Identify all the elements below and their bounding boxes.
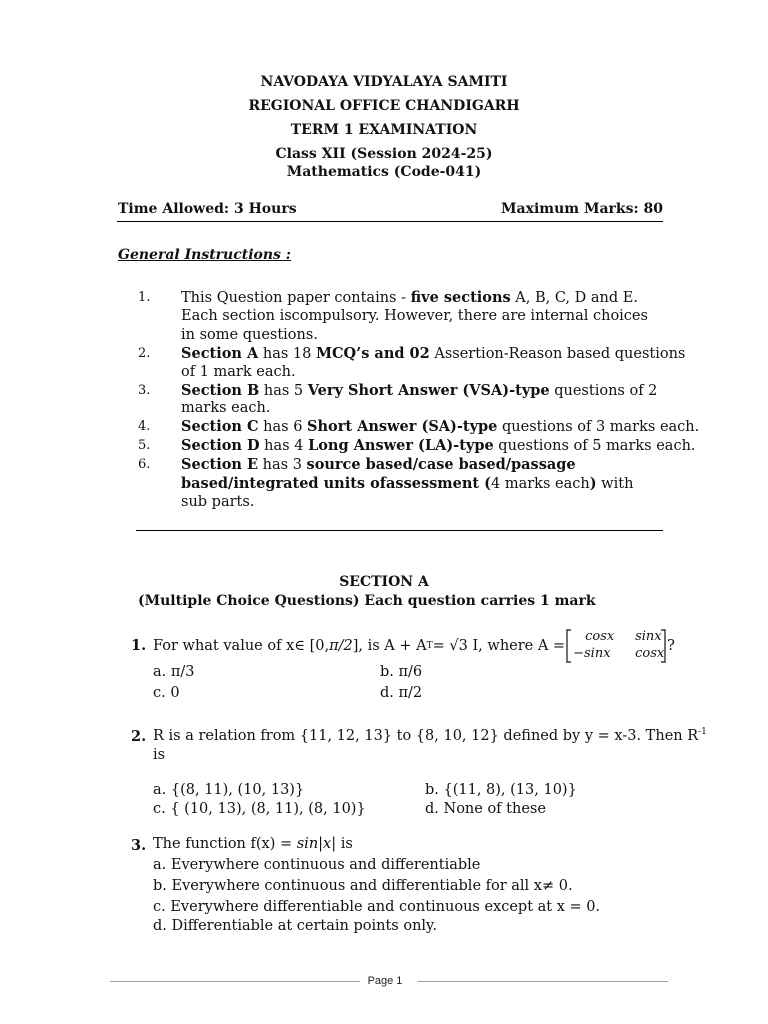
option-d[interactable]: d. None of these [425,801,546,817]
instruction-line: Section D has 4 Long Answer (LA)-type questions of 5 marks each. [181,437,696,454]
header-subject: Mathematics (Code-041) [286,164,482,180]
instruction-number: 2. [138,346,151,361]
option-d[interactable]: d. π/2 [380,685,423,701]
footer-rule-right [418,981,668,982]
option-a[interactable]: a. Everywhere continuous and differentiable [153,857,481,873]
option-a[interactable]: a. {(8, 11), (10, 13)} [153,782,305,798]
instruction-line: Section E has 3 source based/case based/passage [181,456,576,473]
question-number: 3. [131,837,147,854]
instruction-line: Section B has 5 Very Short Answer (VSA)-type questions of 2 [181,382,658,399]
matrix-a [565,628,667,664]
header-office: REGIONAL OFFICE CHANDIGARH [248,98,520,114]
instructions-rule [136,530,663,531]
section-subtitle: (Multiple Choice Questions) Each question carries 1 mark [138,593,596,609]
instruction-number: 1. [138,290,151,305]
instruction-line: sub parts. [181,494,255,510]
instruction-number: 5. [138,438,151,453]
question-text: For what value of x∈ [0, π/2 ], is A + A T = √3 I, where A = cosx sinx −sinx cosx ? [153,628,675,664]
maximum-marks: Maximum Marks: 80 [501,201,663,217]
question-number: 2. [131,728,147,745]
page-number: Page 1 [367,975,403,987]
header-class: Class XII (Session 2024-25) [275,146,493,162]
question-text: The function f(x) = sin|x| is [153,836,353,852]
instruction-number: 4. [138,419,151,434]
instruction-line: of 1 mark each. [181,364,296,380]
matrix-cell: sinx [635,629,662,644]
question-text: R is a relation from {11, 12, 13} to {8, 10, 12} defined by y = x-3. Then $R^{-1}$ [153,727,707,744]
instruction-line: Section A has 18 MCQ’s and 02 Assertion-Reason based questions [181,345,686,362]
instruction-line: in some questions. [181,327,318,343]
instruction-line: This Question paper contains - five sections A, B, C, D and E. [181,289,638,306]
option-c[interactable]: c. Everywhere differentiable and continuous except at x = 0. [153,899,601,915]
matrix-cell: cosx [585,629,615,644]
instruction-number: 3. [138,383,151,398]
option-c[interactable]: c. 0 [153,685,180,701]
footer-rule-left [110,981,360,982]
header-exam: TERM 1 EXAMINATION [290,122,478,138]
option-b[interactable]: b. π/6 [380,664,423,680]
matrix-cell: cosx [635,646,665,661]
option-b[interactable]: b. Everywhere continuous and differentiable for all x≠ 0. [153,878,573,894]
instruction-line: Section C has 6 Short Answer (SA)-type questions of 3 marks each. [181,418,700,435]
option-a[interactable]: a. π/3 [153,664,195,680]
section-title: SECTION A [339,574,429,590]
instruction-number: 6. [138,457,151,472]
instructions-title: General Instructions : [118,247,291,263]
option-b[interactable]: b. {(11, 8), (13, 10)} [425,782,577,798]
question-number: 1. [131,637,147,654]
instruction-line: based/integrated units ofassessment (4 marks each) with [181,475,634,492]
header-rule [117,221,663,222]
time-allowed: Time Allowed: 3 Hours [118,201,297,217]
option-c[interactable]: c. { (10, 13), (8, 11), (8, 10)} [153,801,366,817]
matrix-cell: −sinx [573,646,611,661]
instruction-line: marks each. [181,400,271,416]
header-org: NAVODAYA VIDYALAYA SAMITI [260,74,508,90]
question-text-cont: is [153,747,166,763]
option-d[interactable]: d. Differentiable at certain points only. [153,918,437,934]
instruction-line: Each section iscompulsory. However, there are internal choices [181,308,648,324]
